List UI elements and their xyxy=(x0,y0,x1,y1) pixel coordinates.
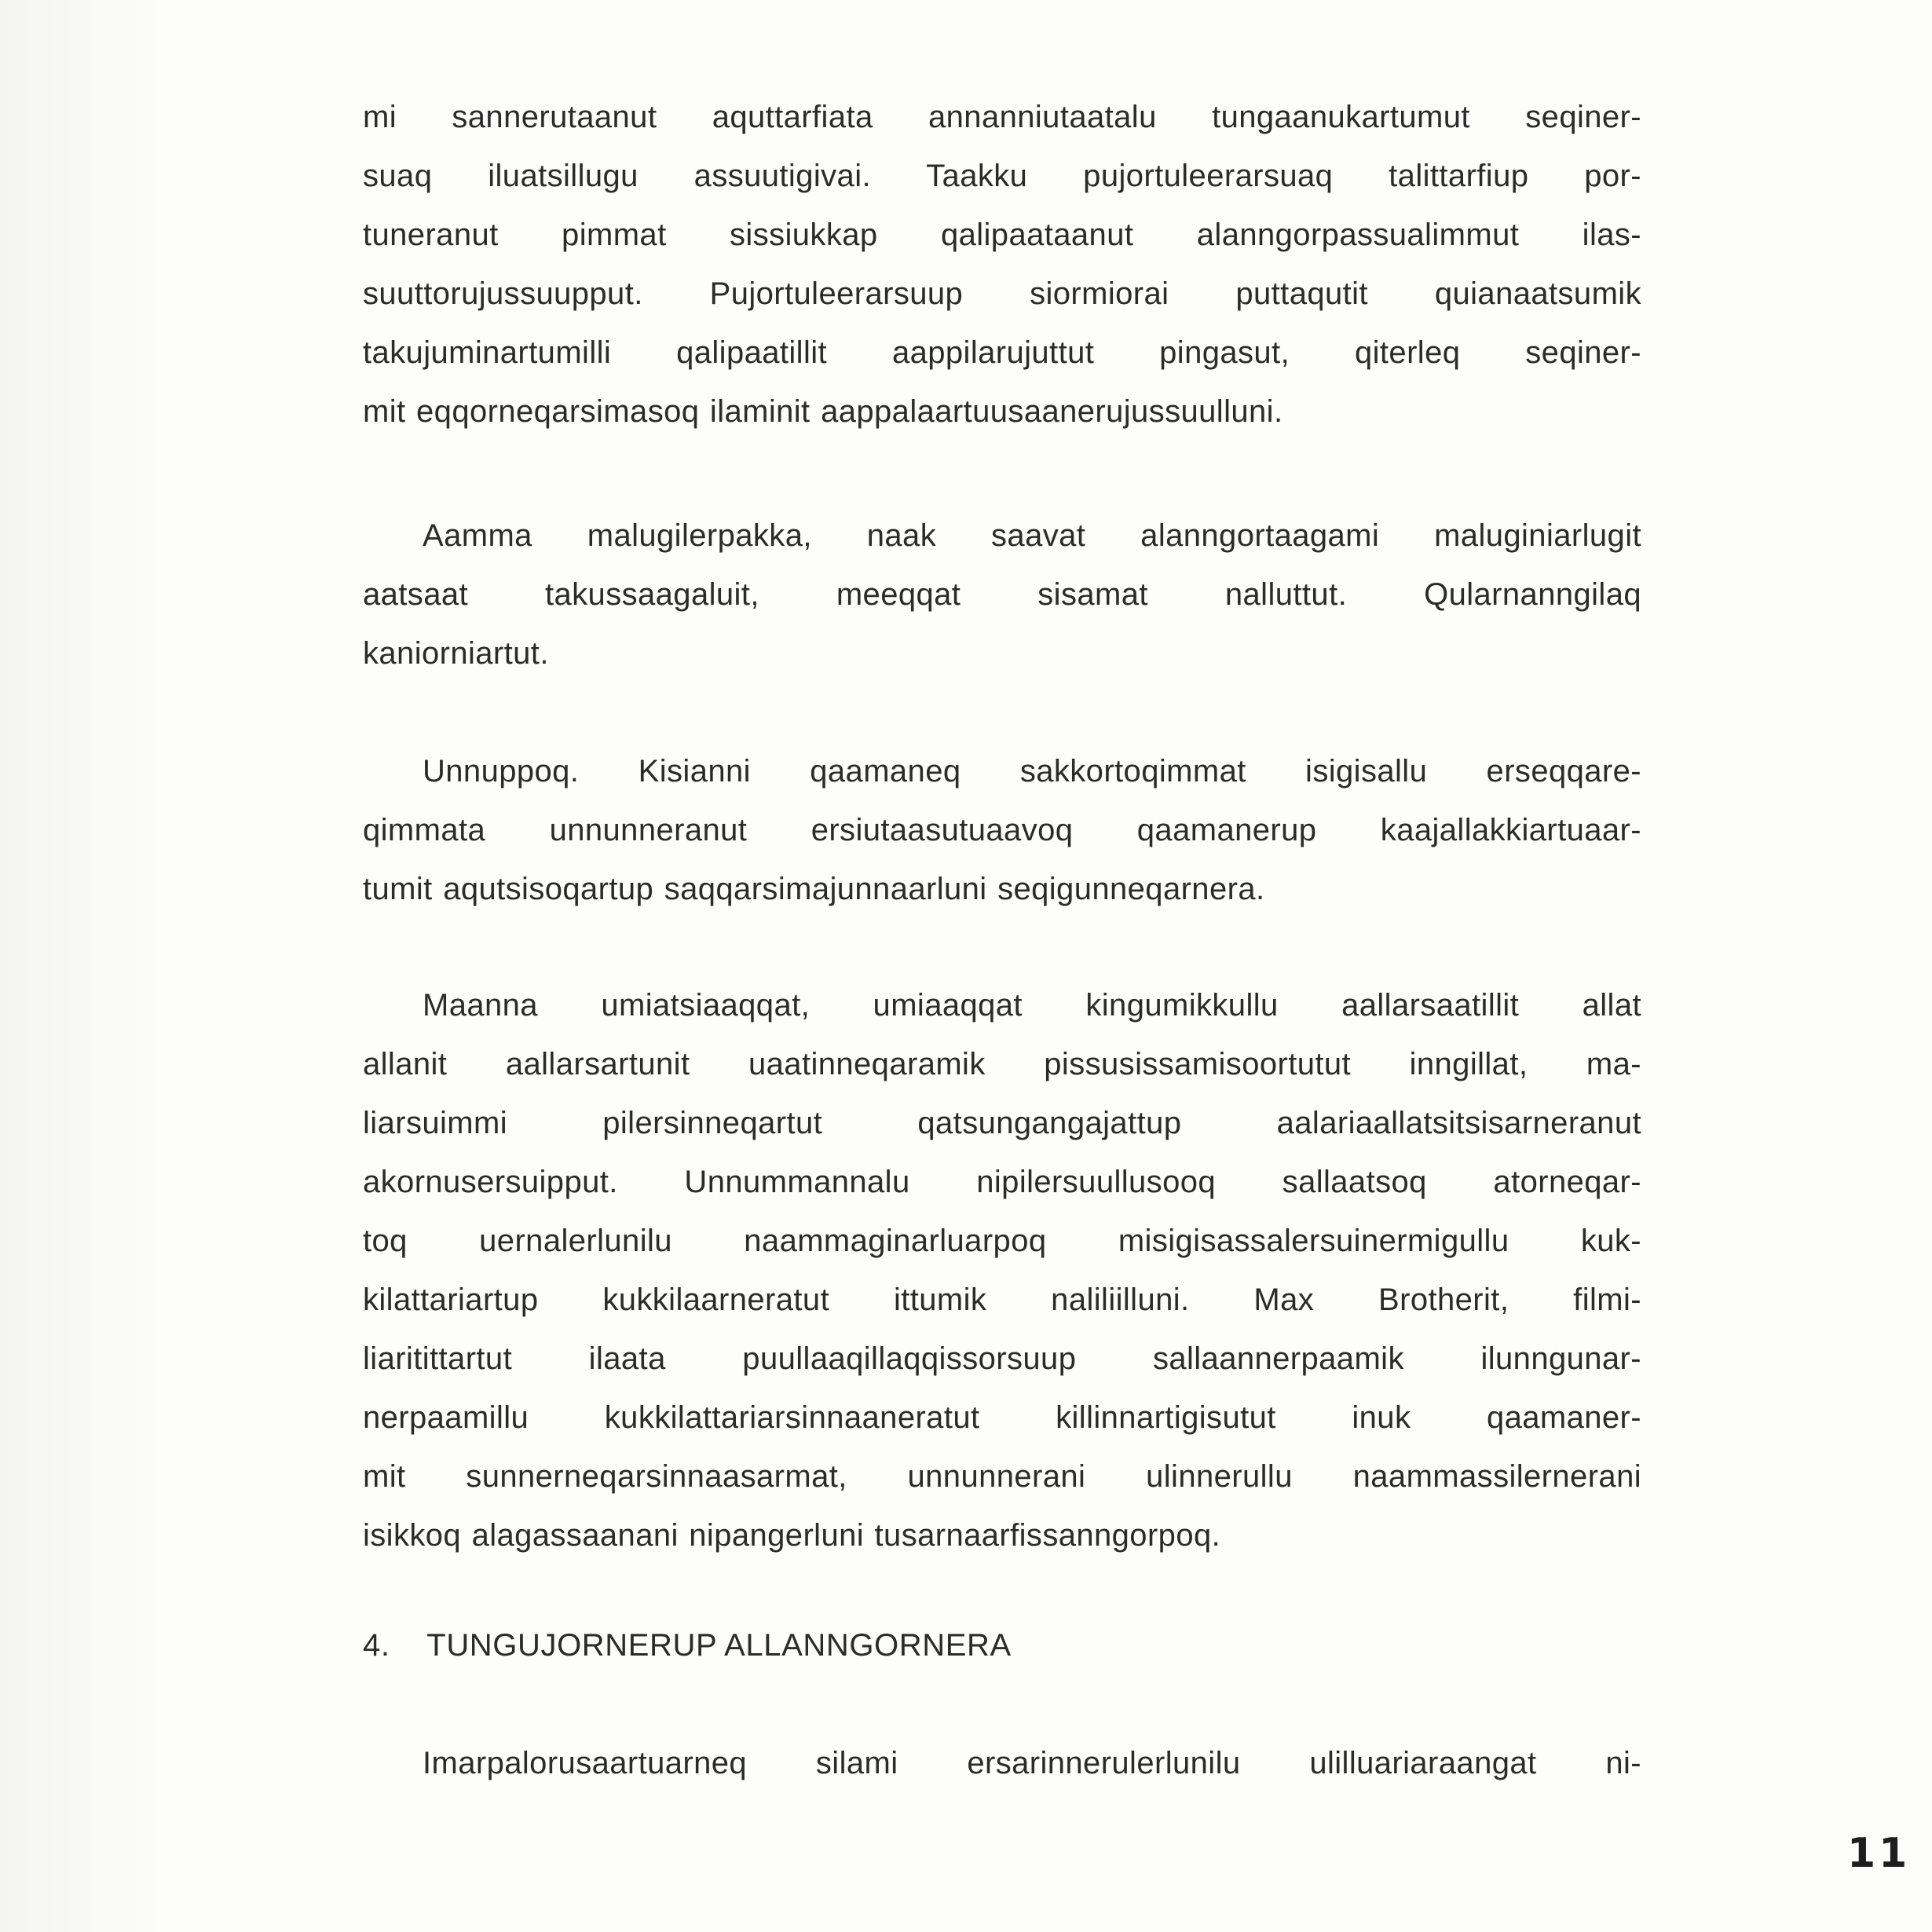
text-line: nerpaamillu kukkilattariarsinnaaneratut killinnartigisutut inuk qaamaner- xyxy=(363,1400,1641,1435)
text-line: mit eqqorneqarsimasoq ilaminit aappalaartuusaanerujussuulluni. xyxy=(363,394,1283,429)
text-line: tumit aqutsisoqartup saqqarsimajunnaarluni seqigunneqarnera. xyxy=(363,872,1265,906)
text-line: suaq iluatsillugu assuutigivai. Taakku pujortuleerarsuaq talittarfiup por- xyxy=(363,159,1641,193)
page-number: 11 xyxy=(1847,1830,1911,1877)
section-title: TUNGUJORNERUP ALLANNGORNERA xyxy=(426,1628,1012,1663)
text-line: aatsaat takussaagaluit, meeqqat sisamat nalluttut. Qularnanngilaq xyxy=(363,577,1641,612)
text-line: Maanna umiatsiaaqqat, umiaaqqat kingumikkullu aallarsaatillit allat xyxy=(423,988,1641,1023)
paragraph-5 xyxy=(363,1734,1641,1793)
text-line: kilattariartup kukkilaarneratut ittumik naliliilluni. Max Brotherit, filmi- xyxy=(363,1283,1641,1317)
text-line: kaniorniartut. xyxy=(363,636,549,671)
paragraph-4 xyxy=(363,976,1641,1565)
text-line: tuneranut pimmat sissiukkap qalipaataanut alanngorpassualimmut ilas- xyxy=(363,218,1641,252)
section-number: 4. xyxy=(363,1628,390,1663)
text-line: allanit aallarsartunit uaatinneqaramik pissusissamisoortutut inngillat, ma- xyxy=(363,1047,1641,1081)
text-line: mit sunnerneqarsinnaasarmat, unnunnerani ulinnerullu naammassilernerani xyxy=(363,1459,1641,1494)
paragraph-3 xyxy=(363,742,1641,919)
text-line: toq uernalerlunilu naammaginarluarpoq misigisassalersuinermigullu kuk- xyxy=(363,1224,1641,1258)
text-line: takujuminartumilli qalipaatillit aappilarujuttut pingasut, qiterleq seqiner- xyxy=(363,335,1641,370)
text-line: Unnuppoq. Kisianni qaamaneq sakkortoqimmat isigisallu erseqqare- xyxy=(423,754,1641,789)
text-line: liarsuimmi pilersinneqartut qatsungangajattup aalariaallatsitsisarneranut xyxy=(363,1106,1641,1140)
text-line: akornusersuipput. Unnummannalu nipilersuullusooq sallaatsoq atorneqar- xyxy=(363,1165,1641,1199)
text-line: suuttorujussuupput. Pujortuleerarsuup siormiorai puttaqutit quianaatsumik xyxy=(363,276,1641,311)
text-line: mi sannerutaanut aquttarfiata annanniutaatalu tungaanukartumut seqiner- xyxy=(363,100,1641,134)
text-line: isikkoq alagassaanani nipangerluni tusarnaarfissanngorpoq. xyxy=(363,1518,1221,1553)
text-line: Aamma malugilerpakka, naak saavat alanngortaagami maluginiarlugit xyxy=(423,518,1641,553)
section-heading xyxy=(363,1616,1012,1675)
paragraph-2 xyxy=(363,507,1641,683)
text-line: Imarpalorusaartuarneq silami ersarinnerulerlunilu ulilluariaraangat ni- xyxy=(423,1746,1641,1780)
paragraph-1 xyxy=(363,88,1641,441)
text-line: liaritittartut ilaata puullaaqillaqqissorsuup sallaannerpaamik ilunngunar- xyxy=(363,1341,1641,1376)
text-line: qimmata unnunneranut ersiutaasutuaavoq qaamanerup kaajallakkiartuaar- xyxy=(363,813,1641,847)
